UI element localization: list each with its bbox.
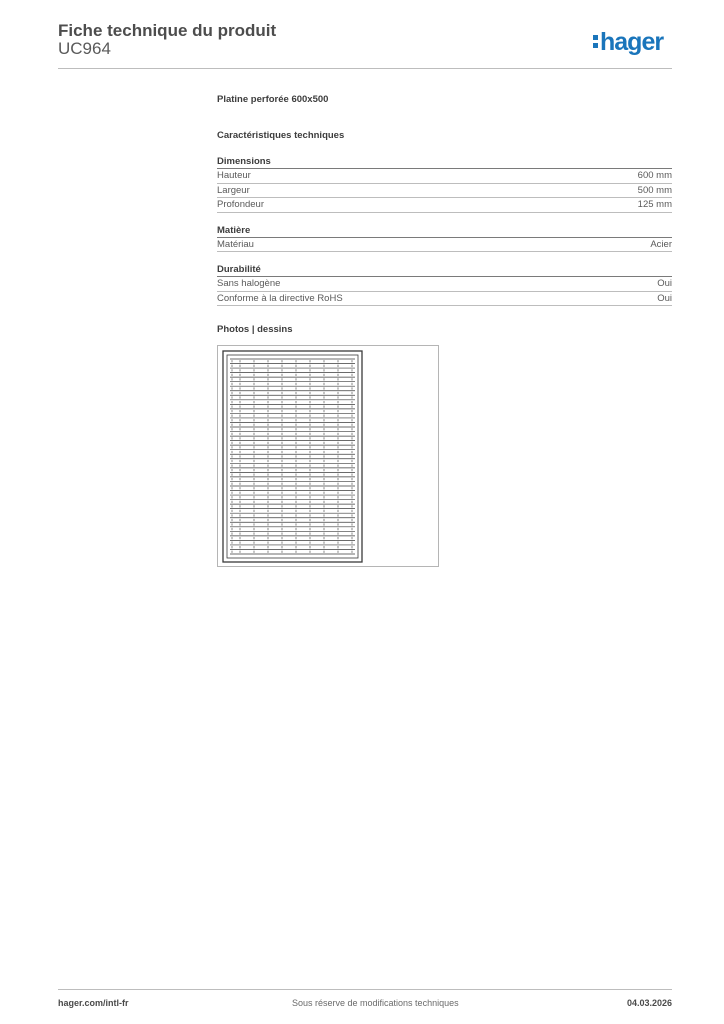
spec-label: Sans halogène xyxy=(217,278,281,290)
spec-label: Largeur xyxy=(217,184,250,196)
logo-dots-icon xyxy=(593,33,598,49)
spec-value: Oui xyxy=(657,278,672,290)
product-reference: UC964 xyxy=(58,39,111,58)
perforated-plate-drawing-icon xyxy=(218,346,440,568)
group-heading: Dimensions xyxy=(217,155,672,169)
group-heading: Durabilité xyxy=(217,263,672,277)
dimensions-group xyxy=(217,155,672,213)
technical-characteristics-heading: Caractéristiques techniques xyxy=(217,130,345,141)
footer-website: hager.com/intl-fr xyxy=(58,998,129,1008)
material-group xyxy=(217,224,672,253)
spec-value: Oui xyxy=(657,292,672,304)
durability-group xyxy=(217,263,672,306)
page-title: Fiche technique du produit xyxy=(58,21,277,40)
spec-row xyxy=(217,292,672,307)
spec-value: 500 mm xyxy=(637,184,672,196)
logo-text: hager xyxy=(600,28,664,56)
footer-date: 04.03.2026 xyxy=(626,998,672,1008)
header-divider xyxy=(58,68,672,69)
footer-notice: Sous réserve de modifications techniques xyxy=(292,998,459,1008)
spec-row xyxy=(217,198,672,213)
spec-value: Acier xyxy=(650,238,672,250)
product-name: Platine perforée 600x500 xyxy=(217,94,329,105)
footer-divider xyxy=(58,989,672,990)
photos-heading: Photos | dessins xyxy=(217,324,293,335)
main-content xyxy=(217,94,672,567)
spec-row xyxy=(217,277,672,292)
product-drawing-frame xyxy=(217,345,439,567)
group-heading: Matière xyxy=(217,224,672,238)
spec-label: Hauteur xyxy=(217,170,251,182)
spec-label: Profondeur xyxy=(217,199,265,211)
spec-value: 125 mm xyxy=(637,199,672,211)
spec-row xyxy=(217,184,672,199)
spec-row xyxy=(217,169,672,184)
spec-label: Conforme à la directive RoHS xyxy=(217,292,343,304)
spec-label: Matériau xyxy=(217,238,254,250)
hager-logo xyxy=(593,28,663,56)
spec-row xyxy=(217,238,672,253)
spec-value: 600 mm xyxy=(637,170,672,182)
